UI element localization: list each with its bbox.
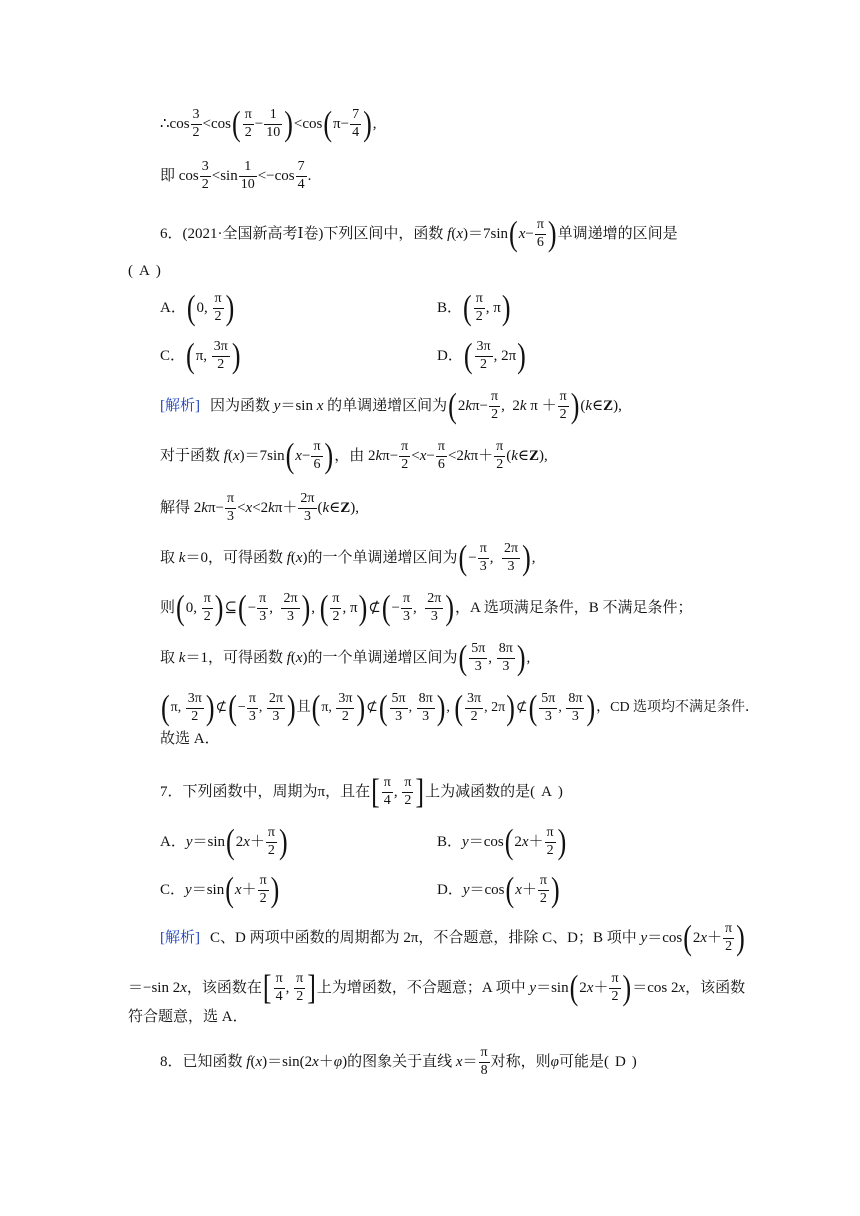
question-8: 8．已知函数 f(x)＝sin(2x＋φ)的图象关于直线 x＝ $\frac{\pi}{8}$ 对称，则φ可能是( D )	[160, 1045, 637, 1078]
option-c: C．y＝sin ( x ＋ $\frac{\pi}{2}$ )	[160, 869, 280, 910]
analysis-line: ( π, $\frac{3\pi}{2}$ ) ⊄ ( − $\frac{\pi}{3}$ , $\frac{2\pi}{3}$ ) 且 ( π, $\frac{3\pi}{2}$ ) ⊄ ( $\frac{5\pi}{3}$ , $\frac{8\pi}{3}$ ) , ( $\frac{3\pi}{2}$ , 2π ) ⊄ ( $\frac{5\pi}{3}$ , $\frac{8\pi}{3}$ ) ，CD 选项均不满足条件．	[161, 687, 760, 728]
option-b: B．y＝cos ( 2x＋ $\frac{\pi}{2}$ )	[437, 821, 567, 862]
option-a: A． ( 0, $\frac{\pi}{2}$ )	[160, 287, 235, 328]
question-7: 7．下列函数中，周期为π，且在 [ $\frac{\pi}{4}$ , $\frac{\pi}{2}$ ] 上为减函数的是( A )	[160, 771, 563, 812]
analysis-line: 对于函数 f(x)＝7sin ( x − $\frac{\pi}{6}$ ) ，由 2kπ− $\frac{\pi}{2}$ <x− $\frac{\pi}{6}$ <2kπ＋ $\frac{\pi}{2}$ (k∈Z),	[160, 435, 548, 476]
option-d: D． ( $\frac{3\pi}{2}$ , 2π )	[437, 335, 526, 376]
analysis-line: ＝−sin 2x，该函数在 [ $\frac{\pi}{4}$ , $\frac{\pi}{2}$ ] 上为增函数，不合题意；A 项中 y＝sin ( 2x＋ $\frac{\pi}{2}$ ) ＝cos 2x，该函数	[128, 967, 746, 1008]
analysis-line: 则 ( 0, $\frac{\pi}{2}$ ) ⊆ ( − $\frac{\pi}{3}$ , $\frac{2\pi}{3}$ ) , ( $\frac{\pi}{2}$ , π ) ⊄ ( − $\frac{\pi}{3}$ , $\frac{2\pi}{3}$ ) ，A 选项满足条件，B 不满足条件；	[160, 587, 693, 628]
option-d: D．y＝cos ( x ＋ $\frac{\pi}{2}$ )	[437, 869, 560, 910]
option-a: A．y＝sin ( 2x＋ $\frac{\pi}{2}$ )	[160, 821, 288, 862]
analysis-line: [解析] 因为函数 y＝sin x 的单调递增区间为 ( 2kπ− $\frac{\pi}{2}$ , 2k π ＋ $\frac{\pi}{2}$ ) (k∈Z),	[160, 385, 622, 426]
option-b: B． ( $\frac{\pi}{2}$ , π )	[437, 287, 511, 328]
analysis-line: 取 k＝1，可得函数 f(x)的一个单调递增区间为 ( $\frac{5\pi}{3}$ , $\frac{8\pi}{3}$ ) ,	[160, 637, 531, 678]
analysis-line: 取 k＝0，可得函数 f(x)的一个单调递增区间为 ( − $\frac{\pi}{3}$ , $\frac{2\pi}{3}$ ) ,	[160, 537, 536, 578]
analysis-line: 故选 A．	[160, 731, 220, 747]
question-6: 6．(2021·全国新高考Ⅰ卷)下列区间中，函数 f(x)＝7sin ( x − $\frac{\pi}{6}$ ) 单调递增的区间是	[160, 213, 678, 254]
text-line: 即 cos $\frac{3}{2}$ <sin $\frac{1}{10}$ <−cos $\frac{7}{4}$ .	[160, 159, 312, 192]
option-c: C． ( π, $\frac{3\pi}{2}$ )	[160, 335, 241, 376]
analysis-line: [解析] C、D 两项中函数的周期都为 2π，不合题意，排除 C、D；B 项中 y＝cos ( 2x＋ $\frac{\pi}{2}$ )	[160, 917, 745, 958]
analysis-line: 符合题意，选 A．	[128, 1009, 248, 1025]
answer-6: ( A )	[128, 263, 161, 279]
text-line: ∴cos $\frac{3}{2}$ <cos ( $\frac{\pi}{2}$ − $\frac{1}{10}$ ) <cos ( π− $\frac{7}{4}$ ) ,	[160, 103, 377, 144]
analysis-line: 解得 2kπ− $\frac{\pi}{3}$ <x<2kπ＋ $\frac{2\pi}{3}$ (k∈Z),	[160, 491, 360, 524]
